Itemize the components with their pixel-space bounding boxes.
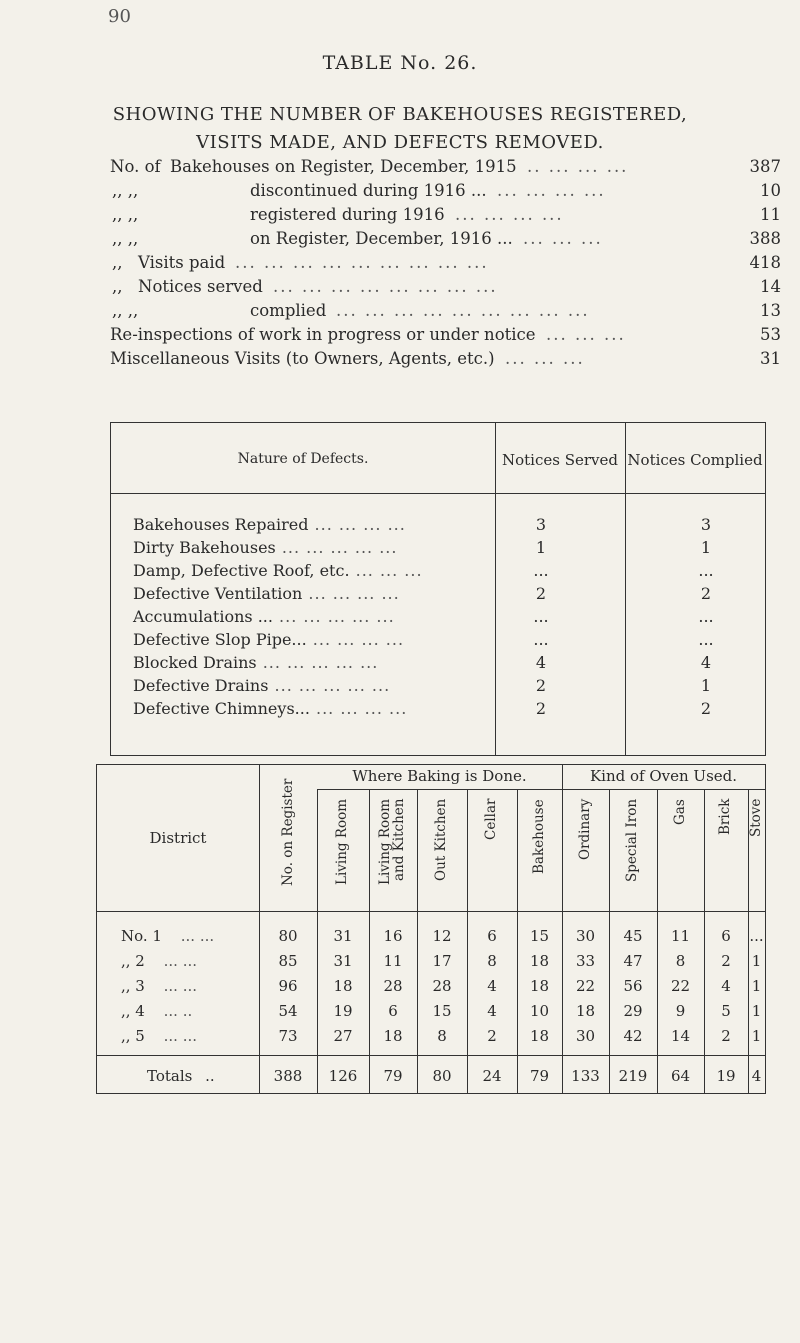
totals-cell: 19 bbox=[716, 1067, 736, 1085]
table-cell: 1 bbox=[751, 977, 762, 995]
group-underline bbox=[317, 789, 562, 790]
notices-complied-value: 3 bbox=[700, 515, 712, 534]
table-cell: 6 bbox=[487, 927, 497, 945]
defect-label: Defective Drains bbox=[133, 676, 269, 695]
defect-label: Dirty Bakehouses bbox=[133, 538, 276, 557]
table-cell: 18 bbox=[529, 977, 550, 995]
stat-label: on Register, December, 1916 ... bbox=[250, 229, 513, 248]
stat-value: 13 bbox=[760, 301, 781, 320]
table-cell: 28 bbox=[383, 977, 403, 995]
table-cell: 31 bbox=[333, 952, 353, 970]
stat-prefix: ,, ,, bbox=[112, 301, 139, 320]
table-cell: 18 bbox=[383, 1027, 403, 1045]
stat-row bbox=[110, 301, 800, 325]
table-cell: 6 bbox=[388, 1002, 398, 1020]
defects-row bbox=[111, 653, 765, 676]
stat-row bbox=[110, 253, 800, 277]
stat-dots: ... ... ... ... bbox=[497, 181, 606, 200]
defects-row bbox=[111, 515, 765, 538]
notices-complied-value: 2 bbox=[700, 699, 712, 718]
district-label bbox=[121, 977, 197, 995]
district-dots: ... ... bbox=[158, 1027, 198, 1045]
defects-row bbox=[111, 607, 765, 630]
district-name: ,, 4 bbox=[121, 1002, 145, 1020]
stat-value: 53 bbox=[760, 325, 781, 344]
page-number: 90 bbox=[108, 6, 131, 27]
stat-value: 418 bbox=[749, 253, 781, 272]
totals-cell: 79 bbox=[383, 1067, 403, 1085]
stat-label: Bakehouses on Register, December, 1915 bbox=[170, 157, 517, 176]
notices-served-value: 2 bbox=[535, 584, 547, 603]
defect-nature bbox=[133, 676, 390, 695]
table-cell: 18 bbox=[529, 952, 550, 970]
table-cell: 30 bbox=[575, 1027, 596, 1045]
header-divider bbox=[97, 911, 765, 912]
table-cell: 45 bbox=[623, 927, 643, 945]
defect-nature bbox=[133, 538, 397, 557]
notices-served-value: 4 bbox=[535, 653, 547, 672]
table-cell: 8 bbox=[437, 1027, 447, 1045]
stat-dots: .. ... ... ... bbox=[527, 157, 629, 176]
totals-cell: 4 bbox=[751, 1067, 762, 1085]
district-name: ,, 3 bbox=[121, 977, 145, 995]
defect-label: Defective Slop Pipe... bbox=[133, 630, 307, 649]
defect-dots: ... ... ... ... ... bbox=[256, 653, 379, 672]
stat-prefix: ,, ,, bbox=[112, 229, 139, 248]
stat-dots: ... ... ... ... ... ... ... ... ... bbox=[336, 301, 590, 320]
district-dots: ... ... bbox=[158, 977, 198, 995]
table-cell: 73 bbox=[278, 1027, 298, 1045]
column-header: Stove bbox=[747, 799, 764, 838]
table-cell: 19 bbox=[333, 1002, 353, 1020]
defect-label: Damp, Defective Roof, etc. bbox=[133, 561, 350, 580]
notices-served-value: 1 bbox=[535, 538, 547, 557]
stat-row bbox=[110, 277, 800, 301]
defect-dots: ... ... ... bbox=[349, 561, 423, 580]
defect-nature bbox=[133, 561, 423, 580]
column-header: Ordinary bbox=[576, 799, 593, 861]
table-cell: 33 bbox=[575, 952, 596, 970]
where-baking-header: Where Baking is Done. bbox=[352, 767, 527, 785]
table-cell: 14 bbox=[670, 1027, 691, 1045]
column-header: Brick bbox=[717, 799, 733, 836]
table-cell: 1 bbox=[751, 952, 762, 970]
district-header: District bbox=[149, 829, 207, 847]
statistics-list bbox=[110, 157, 800, 373]
totals-cell: 133 bbox=[571, 1067, 600, 1085]
table-cell: 10 bbox=[529, 1002, 550, 1020]
stat-prefix: ,, bbox=[112, 277, 123, 296]
district-dots: ... ... bbox=[175, 927, 215, 945]
defect-nature bbox=[133, 515, 406, 534]
column-header: Living Room and Kitchen bbox=[377, 799, 407, 886]
table-cell: 2 bbox=[721, 952, 731, 970]
defect-nature bbox=[133, 584, 400, 603]
district-label bbox=[121, 927, 214, 945]
defect-dots: ... ... ... ... bbox=[302, 584, 400, 603]
table-cell: 11 bbox=[383, 952, 403, 970]
stat-dots: ... ... ... bbox=[523, 229, 603, 248]
table-cell: 47 bbox=[623, 952, 643, 970]
stat-value: 387 bbox=[749, 157, 781, 176]
totals-cell: 219 bbox=[618, 1067, 648, 1085]
table-cell: 1 bbox=[751, 1002, 762, 1020]
table-cell: 15 bbox=[529, 927, 550, 945]
table-cell: 4 bbox=[487, 977, 497, 995]
table-cell: 28 bbox=[432, 977, 452, 995]
stat-row bbox=[110, 325, 800, 349]
defects-row bbox=[111, 538, 765, 561]
totals-cell: 388 bbox=[273, 1067, 303, 1085]
stat-row bbox=[110, 349, 800, 373]
notices-complied-value: 1 bbox=[700, 538, 712, 557]
defects-row bbox=[111, 561, 765, 584]
stat-dots: ... ... ... ... ... ... ... ... bbox=[273, 277, 498, 296]
defect-dots: ... ... ... ... ... bbox=[275, 538, 398, 557]
stat-label: Notices served bbox=[138, 277, 263, 296]
stat-label: Miscellaneous Visits (to Owners, Agents, etc.) bbox=[110, 349, 495, 368]
column-header: Living Room bbox=[334, 799, 350, 886]
stat-prefix: ,, ,, bbox=[112, 181, 139, 200]
table-cell: 96 bbox=[278, 977, 298, 995]
notices-complied-value: 1 bbox=[700, 676, 712, 695]
defect-dots: ... ... ... ... bbox=[306, 630, 405, 649]
header-notices-served: Notices Served bbox=[501, 451, 618, 469]
table-cell: 4 bbox=[721, 977, 731, 995]
table-title: TABLE No. 26. bbox=[322, 52, 478, 74]
column-header: Gas bbox=[671, 799, 688, 825]
table-cell: 42 bbox=[623, 1027, 643, 1045]
table-cell: 12 bbox=[432, 927, 452, 945]
defect-nature bbox=[133, 607, 395, 626]
table-cell: 15 bbox=[432, 1002, 452, 1020]
totals-divider bbox=[97, 1055, 765, 1056]
table-cell: 27 bbox=[333, 1027, 353, 1045]
totals-dots: .. bbox=[200, 1067, 215, 1085]
stat-row bbox=[110, 205, 800, 229]
defect-dots: ... ... ... ... bbox=[309, 699, 408, 718]
defect-dots: ... ... ... ... ... bbox=[272, 607, 395, 626]
totals-cell: 126 bbox=[328, 1067, 358, 1085]
notices-served-value: ... bbox=[533, 630, 549, 649]
table-cell: 8 bbox=[675, 952, 686, 970]
stat-dots: ... ... ... bbox=[546, 325, 626, 344]
district-dots: ... .. bbox=[158, 1002, 193, 1020]
table-cell: 22 bbox=[670, 977, 691, 995]
district-name: ,, 5 bbox=[121, 1027, 145, 1045]
defect-nature bbox=[133, 653, 378, 672]
stat-value: 388 bbox=[749, 229, 781, 248]
defect-label: Bakehouses Repaired bbox=[133, 515, 309, 534]
totals-text: Totals bbox=[147, 1067, 193, 1085]
table-cell: ... bbox=[749, 927, 764, 945]
notices-complied-value: ... bbox=[698, 630, 714, 649]
table-cell: 31 bbox=[333, 927, 353, 945]
table-cell: 17 bbox=[432, 952, 452, 970]
column-header: Cellar bbox=[483, 799, 499, 841]
notices-served-value: 2 bbox=[535, 699, 547, 718]
totals-cell: 80 bbox=[432, 1067, 452, 1085]
table-cell: 9 bbox=[675, 1002, 686, 1020]
defect-label: Defective Chimneys... bbox=[133, 699, 310, 718]
table-cell: 4 bbox=[487, 1002, 497, 1020]
totals-cell: 64 bbox=[670, 1067, 691, 1085]
table-cell: 5 bbox=[721, 1002, 731, 1020]
defect-dots: ... ... ... ... bbox=[308, 515, 406, 534]
notices-served-value: 2 bbox=[535, 676, 547, 695]
district-name: No. 1 bbox=[121, 927, 162, 945]
totals-cell: 79 bbox=[529, 1067, 550, 1085]
district-dots: ... ... bbox=[158, 952, 198, 970]
table-cell: 30 bbox=[575, 927, 596, 945]
stat-prefix: No. of bbox=[110, 157, 161, 176]
defect-label: Defective Ventilation bbox=[133, 584, 303, 603]
table-cell: 6 bbox=[721, 927, 731, 945]
stat-dots: ... ... ... ... ... ... ... ... ... bbox=[235, 253, 489, 272]
notices-served-value: ... bbox=[533, 607, 549, 626]
column-header: Out Kitchen bbox=[433, 799, 449, 882]
subtitle-line-1: SHOWING THE NUMBER OF BAKEHOUSES REGISTERED, bbox=[112, 104, 688, 125]
defect-label: Blocked Drains bbox=[133, 653, 257, 672]
table-cell: 8 bbox=[487, 952, 497, 970]
stat-row bbox=[110, 229, 800, 253]
stat-dots: ... ... ... ... bbox=[455, 205, 564, 224]
group-underline bbox=[562, 789, 765, 790]
table-cell: 54 bbox=[278, 1002, 298, 1020]
defects-row bbox=[111, 699, 765, 722]
stat-prefix: ,, bbox=[112, 253, 123, 272]
notices-complied-value: ... bbox=[698, 607, 714, 626]
district-table bbox=[96, 764, 766, 1094]
table-cell: 2 bbox=[721, 1027, 731, 1045]
table-cell: 22 bbox=[575, 977, 596, 995]
stat-label: discontinued during 1916 ... bbox=[250, 181, 487, 200]
stat-row bbox=[110, 157, 800, 181]
table-cell: 1 bbox=[751, 1027, 762, 1045]
table-cell: 18 bbox=[333, 977, 353, 995]
subtitle-line-2: VISITS MADE, AND DEFECTS REMOVED. bbox=[196, 132, 604, 153]
stat-value: 11 bbox=[760, 205, 781, 224]
defects-row bbox=[111, 676, 765, 699]
stat-row bbox=[110, 181, 800, 205]
notices-served-value: ... bbox=[533, 561, 549, 580]
stat-label: Re-inspections of work in progress or under notice bbox=[110, 325, 536, 344]
stat-value: 14 bbox=[760, 277, 781, 296]
table-cell: 80 bbox=[278, 927, 298, 945]
column-header: Special Iron bbox=[624, 799, 640, 883]
totals-label bbox=[147, 1067, 215, 1085]
table-cell: 2 bbox=[487, 1027, 497, 1045]
stat-label: complied bbox=[250, 301, 327, 320]
defect-nature bbox=[133, 630, 404, 649]
table-cell: 11 bbox=[670, 927, 691, 945]
header-notices-complied: Notices Complied bbox=[627, 451, 763, 469]
stat-value: 31 bbox=[760, 349, 781, 368]
table-cell: 29 bbox=[623, 1002, 643, 1020]
table-cell: 56 bbox=[623, 977, 643, 995]
defects-table bbox=[110, 422, 766, 756]
table-cell: 18 bbox=[575, 1002, 596, 1020]
header-nature-of-defects: Nature of Defects. bbox=[237, 451, 369, 467]
register-header: No. on Register bbox=[280, 779, 296, 887]
defect-dots: ... ... ... ... ... bbox=[268, 676, 391, 695]
notices-complied-value: 2 bbox=[700, 584, 712, 603]
notices-served-value: 3 bbox=[535, 515, 547, 534]
oven-kind-header: Kind of Oven Used. bbox=[589, 767, 738, 785]
table-cell: 18 bbox=[529, 1027, 550, 1045]
district-label bbox=[121, 952, 197, 970]
defects-row bbox=[111, 584, 765, 607]
stat-label: Visits paid bbox=[138, 253, 226, 272]
district-label bbox=[121, 1002, 192, 1020]
table-cell: 85 bbox=[278, 952, 298, 970]
totals-cell: 24 bbox=[482, 1067, 502, 1085]
stat-value: 10 bbox=[760, 181, 781, 200]
table-cell: 16 bbox=[383, 927, 403, 945]
district-name: ,, 2 bbox=[121, 952, 145, 970]
defect-nature bbox=[133, 699, 407, 718]
notices-complied-value: 4 bbox=[700, 653, 712, 672]
defects-row bbox=[111, 630, 765, 653]
column-header: Bakehouse bbox=[530, 799, 547, 874]
notices-complied-value: ... bbox=[698, 561, 714, 580]
district-label bbox=[121, 1027, 197, 1045]
defect-label: Accumulations ... bbox=[133, 607, 273, 626]
stat-prefix: ,, ,, bbox=[112, 205, 139, 224]
stat-dots: ... ... ... bbox=[505, 349, 585, 368]
stat-label: registered during 1916 bbox=[250, 205, 445, 224]
